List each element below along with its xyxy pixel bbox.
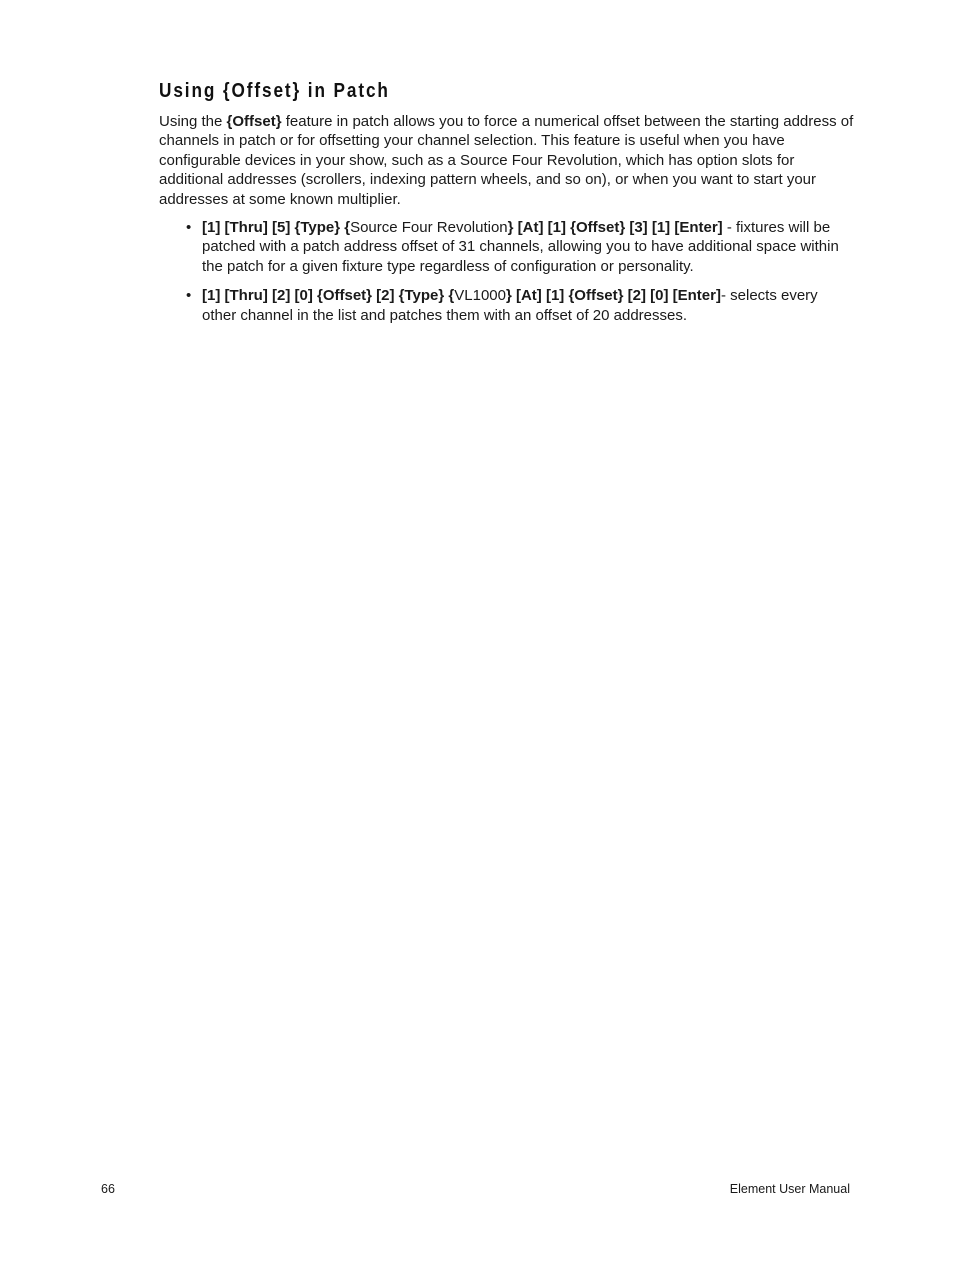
key-sequence: } [At] [1] {Offset} [2] [0] [Enter] bbox=[505, 287, 721, 305]
fixture-type: VL1000 bbox=[454, 287, 506, 305]
intro-text: Using the bbox=[159, 113, 227, 130]
intro-paragraph bbox=[159, 112, 854, 209]
section-heading: Using {Offset} in Patch bbox=[159, 80, 390, 102]
example-list bbox=[186, 218, 854, 335]
page-number: 66 bbox=[101, 1182, 115, 1196]
key-sequence: [1] [Thru] [2] [0] {Offset} [2] {Type} { bbox=[202, 287, 455, 305]
list-item bbox=[186, 286, 854, 325]
manual-title: Element User Manual bbox=[729, 1182, 850, 1196]
item-description: - selects every other channel in the list and patches them with an offset of 20 addresses. bbox=[202, 287, 818, 324]
fixture-type: Source Four Revolution bbox=[350, 219, 508, 236]
key-sequence: } [At] [1] {Offset} [3] [1] [Enter] bbox=[507, 219, 723, 236]
bullet-icon: • bbox=[186, 219, 192, 236]
intro-text: feature in patch allows you to force a numerical offset between the starting address of channels in patch or for offsetting your channel selection. This feature is useful when you have configurable devices in your show, such as a Source Four Revolution, which has option slots for additional addresses (scrollers, indexing pattern wheels, and so on), or when you want to start your addresses at some known multiplier. bbox=[159, 113, 854, 208]
list-item bbox=[186, 218, 854, 276]
item-description: - fixtures will be patched with a patch address offset of 31 channels, allowing you to have additional space within the patch for a given fixture type regardless of configuration or personality. bbox=[202, 219, 839, 275]
bullet-icon: • bbox=[186, 287, 192, 305]
offset-key-label: {Offset} bbox=[226, 113, 282, 130]
key-sequence: [1] [Thru] [5] {Type} { bbox=[202, 219, 351, 236]
